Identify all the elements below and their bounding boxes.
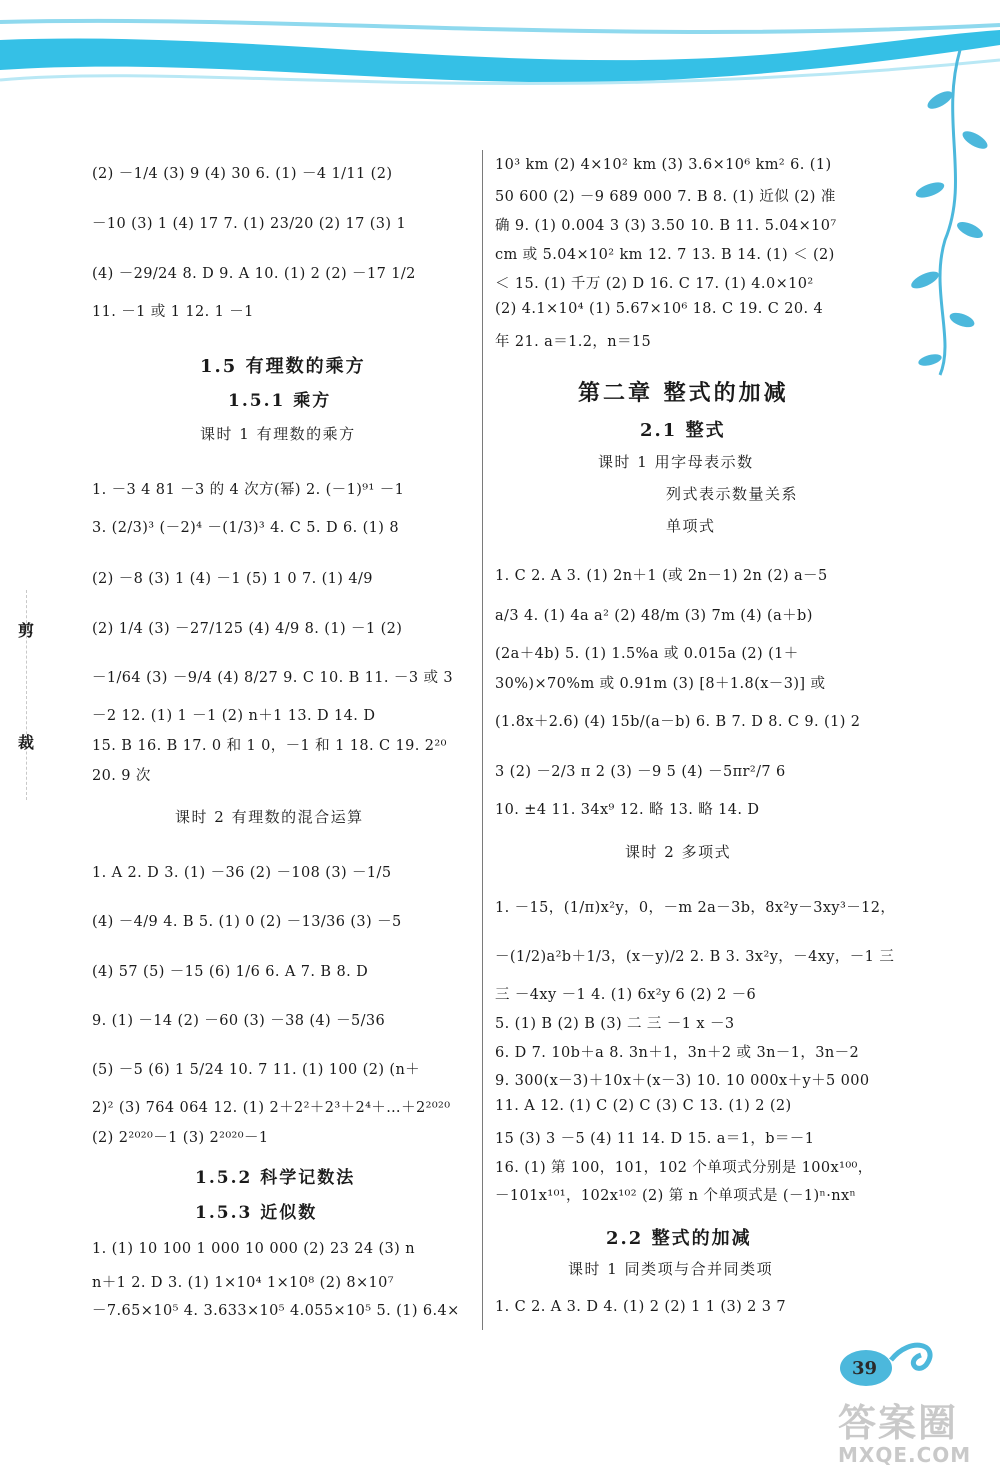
answer-line: 20. 9 次 [92, 768, 151, 784]
cut-dashed-line [26, 590, 28, 800]
lesson-heading: 列式表示数量关系 [666, 485, 799, 503]
watermark-logo [838, 1392, 971, 1467]
section-heading: 1.5 有理数的乘方 [200, 356, 366, 377]
section-heading: 2.1 整式 [640, 420, 726, 441]
answer-line: a/3 4. (1) 4a a² (2) 48/m (3) 7m (4) (a＋b) [495, 608, 813, 624]
answer-line: 6. D 7. 10b＋a 8. 3n＋1，3n＋2 或 3n－1，3n－2 [495, 1045, 860, 1061]
answer-line: 三 －4xy －1 4. (1) 6x²y 6 (2) 2 －6 [495, 987, 757, 1003]
answer-line: 10. ±4 11. 34x⁹ 12. 略 13. 略 14. D [495, 802, 760, 818]
answer-line: (2a＋4b) 5. (1) 1.5%a 或 0.015a (2) (1＋ [495, 646, 799, 662]
answer-line: 11. －1 或 1 12. 1 －1 [92, 304, 254, 320]
section-heading: 2.2 整式的加减 [606, 1228, 752, 1249]
answer-line: 1. C 2. A 3. D 4. (1) 2 (2) 1 1 (3) 2 3 7 [495, 1299, 787, 1315]
answer-line: 3 (2) －2/3 π 2 (3) －9 5 (4) －5πr²/7 6 [495, 764, 786, 780]
lesson-heading: 课时 1 用字母表示数 [598, 453, 754, 471]
answer-line: 9. 300(x－3)＋10x＋(x－3) 10. 10 000x＋y＋5 000 [495, 1073, 870, 1089]
answer-line: 10³ km (2) 4×10² km (3) 3.6×10⁶ km² 6. (1) [495, 157, 832, 173]
answer-line: (4) －29/24 8. D 9. A 10. (1) 2 (2) －17 1/2 [92, 266, 416, 282]
lesson-heading: 课时 2 有理数的混合运算 [175, 808, 364, 826]
answer-line: 5. (1) B (2) B (3) 二 三 －1 x －3 [495, 1016, 735, 1032]
subsection-heading: 1.5.1 乘方 [228, 391, 332, 411]
answer-line: (2) －8 (3) 1 (4) －1 (5) 1 0 7. (1) 4/9 [92, 571, 373, 587]
answer-line: 1. A 2. D 3. (1) －36 (2) －108 (3) －1/5 [92, 865, 392, 881]
lesson-heading: 单项式 [666, 517, 716, 535]
lesson-heading: 课时 1 有理数的乘方 [200, 425, 356, 443]
answer-line: 16. (1) 第 100，101，102 个单项式分别是 100x¹⁰⁰， [495, 1160, 873, 1176]
answer-line: (2) 4.1×10⁴ (1) 5.67×10⁶ 18. C 19. C 20. 4 [495, 301, 824, 317]
answer-line: 1. －3 4 81 －3 的 4 次方(幂) 2. (－1)⁹¹ －1 [92, 482, 405, 498]
page-number: 39 [852, 1358, 878, 1379]
answer-line: cm 或 5.04×10² km 12. 7 13. B 14. (1) ＜ (2) [495, 247, 835, 263]
column-divider [482, 150, 483, 1330]
answer-line: 30%)×70%m 或 0.91m (3) [8＋1.8(x－3)] 或 [495, 676, 826, 692]
answer-line: 2)² (3) 764 064 12. (1) 2＋2²＋2³＋2⁴＋…＋2²⁰²⁰ [92, 1100, 451, 1116]
answer-line: 15. B 16. B 17. 0 和 1 0，－1 和 1 18. C 19. 2²⁰ [92, 738, 447, 754]
answer-line: ＜ 15. (1) 千万 (2) D 16. C 17. (1) 4.0×10² [495, 276, 814, 292]
answer-line: －(1/2)a²b＋1/3，(x－y)/2 2. B 3. 3x²y，－4xy，－1 三 [495, 949, 895, 965]
subsection-heading: 1.5.2 科学记数法 [195, 1168, 356, 1188]
answer-line: 1. (1) 10 100 1 000 10 000 (2) 23 24 (3) n [92, 1241, 415, 1257]
answer-line: －2 12. (1) 1 －1 (2) n＋1 13. D 14. D [92, 708, 376, 724]
lesson-heading: 课时 2 多项式 [625, 843, 732, 861]
answer-line: (2) －1/4 (3) 9 (4) 30 6. (1) －4 1/11 (2) [92, 166, 393, 182]
answer-line: (4) 57 (5) －15 (6) 1/6 6. A 7. B 8. D [92, 964, 369, 980]
header-wave-banner [0, 0, 1000, 160]
answer-line: 3. (2/3)³ (－2)⁴ －(1/3)³ 4. C 5. D 6. (1) 8 [92, 520, 399, 536]
watermark-url: MXQE.COM [838, 1443, 972, 1467]
answer-line: 11. A 12. (1) C (2) C (3) C 13. (1) 2 (2) [495, 1098, 792, 1114]
answer-line: －7.65×10⁵ 4. 3.633×10⁵ 4.055×10⁵ 5. (1) 6.4× [92, 1303, 460, 1319]
answer-line: (5) －5 (6) 1 5/24 10. 7 11. (1) 100 (2) (n＋ [92, 1062, 421, 1078]
lesson-heading: 课时 1 同类项与合并同类项 [568, 1260, 774, 1278]
chapter-title: 第二章 整式的加减 [578, 380, 789, 406]
answer-line: －10 (3) 1 (4) 17 7. (1) 23/20 (2) 17 (3) 1 [92, 216, 407, 232]
answer-line: 年 21. a＝1.2，n＝15 [495, 334, 652, 350]
answer-line: 50 600 (2) －9 689 000 7. B 8. (1) 近似 (2) 准 [495, 189, 836, 205]
answer-line: －101x¹⁰¹，102x¹⁰² (2) 第 n 个单项式是 (－1)ⁿ·nxⁿ [495, 1188, 857, 1204]
answer-line: 9. (1) －14 (2) －60 (3) －38 (4) －5/36 [92, 1013, 386, 1029]
answer-line: 1. C 2. A 3. (1) 2n＋1 (或 2n－1) 2n (2) a－5 [495, 568, 828, 584]
answer-line: 确 9. (1) 0.004 3 (3) 3.50 10. B 11. 5.04×10⁷ [495, 218, 837, 234]
subsection-heading: 1.5.3 近似数 [195, 1203, 318, 1223]
answer-line: (1.8x＋2.6) (4) 15b/(a－b) 6. B 7. D 8. C 9. (1) 2 [495, 714, 861, 730]
answer-line: 15 (3) 3 －5 (4) 11 14. D 15. a＝1，b＝－1 [495, 1131, 815, 1147]
answer-line: (4) －4/9 4. B 5. (1) 0 (2) －13/36 (3) －5 [92, 914, 402, 930]
vine-decoration-icon [900, 40, 1000, 380]
answer-line: －1/64 (3) －9/4 (4) 8/27 9. C 10. B 11. －3 或 3 [92, 670, 454, 686]
cut-mark-top: 剪 [18, 621, 35, 640]
watermark-text: 答案圈 [838, 1401, 959, 1445]
answer-line: (2) 2²⁰²⁰－1 (3) 2²⁰²⁰－1 [92, 1130, 269, 1146]
cut-mark-bottom: 裁 [18, 733, 35, 752]
answer-line: n＋1 2. D 3. (1) 1×10⁴ 1×10⁸ (2) 8×10⁷ [92, 1275, 395, 1291]
answer-line: (2) 1/4 (3) －27/125 (4) 4/9 8. (1) －1 (2) [92, 621, 403, 637]
answer-line: 1. －15，(1/π)x²y，0，－m 2a－3b，8x²y－3xy³－12， [495, 900, 896, 916]
